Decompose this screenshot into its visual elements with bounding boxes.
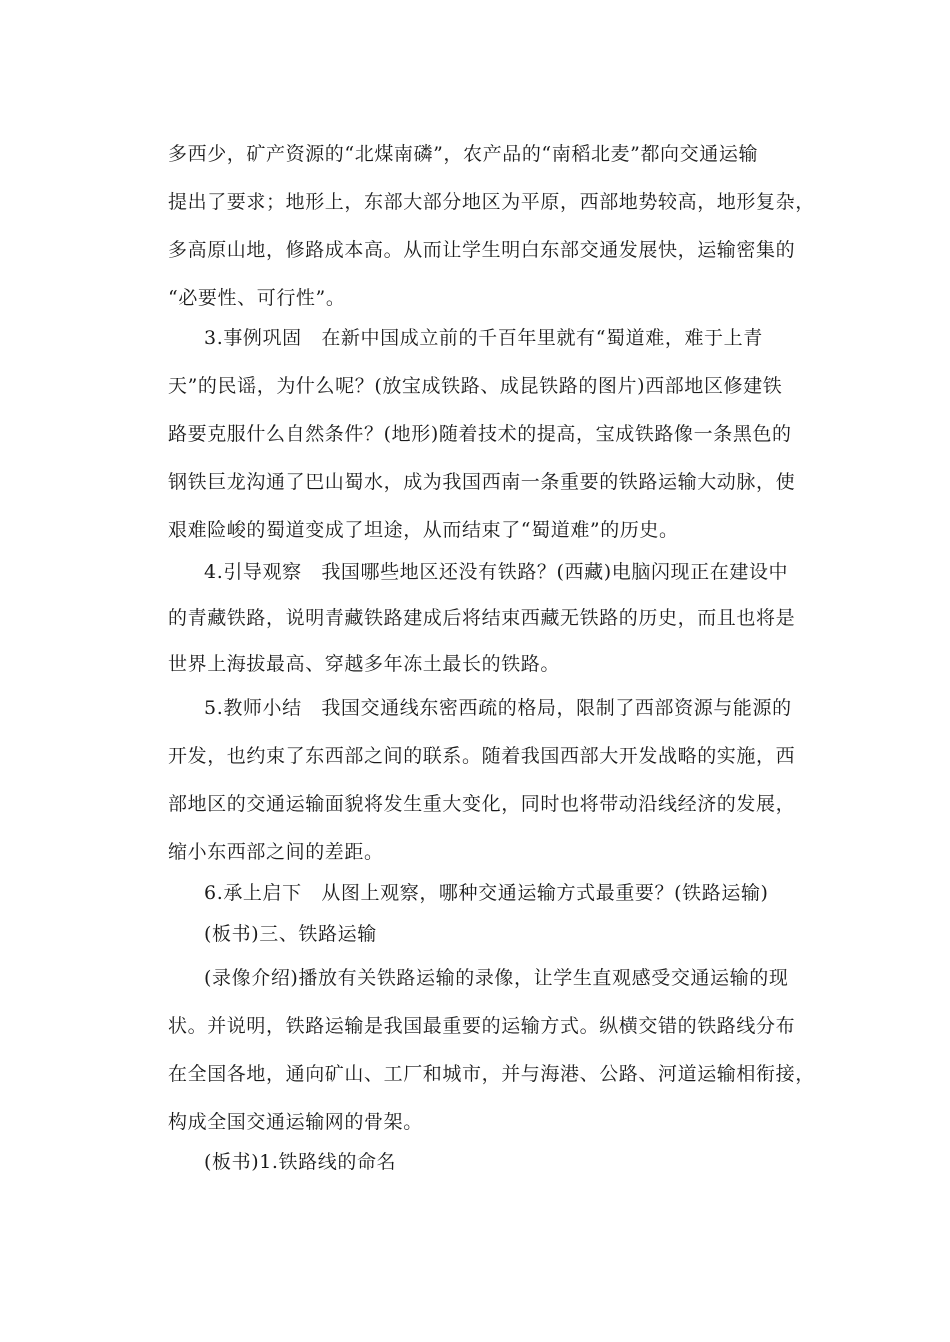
- text-line: 提出了要求；地形上，东部大部分地区为平原，西部地势较高，地形复杂，: [168, 191, 815, 213]
- text-line: 路要克服什么自然条件？(地形)随着技术的提高，宝成铁路像一条黑色的: [168, 423, 792, 445]
- text-line: 开发，也约束了东西部之间的联系。随着我国西部大开发战略的实施，西: [168, 745, 796, 767]
- text-line: 多高原山地，修路成本高。从而让学生明白东部交通发展快，运输密集的: [168, 239, 796, 261]
- paragraph-start-line: 5.教师小结 我国交通线东密西疏的格局，限制了西部资源与能源的: [204, 697, 792, 719]
- text-line: 钢铁巨龙沟通了巴山蜀水，成为我国西南一条重要的铁路运输大动脉，使: [168, 471, 796, 493]
- paragraph-start-line: (录像介绍)播放有关铁路运输的录像，让学生直观感受交通运输的现: [204, 967, 789, 989]
- paragraph-start-line: 6.承上启下 从图上观察，哪种交通运输方式最重要？(铁路运输): [204, 882, 769, 904]
- board-writing-line: (板书)1.铁路线的命名: [204, 1151, 397, 1173]
- text-line: “必要性、可行性”。: [168, 287, 346, 309]
- text-line: 状。并说明，铁路运输是我国最重要的运输方式。纵横交错的铁路线分布: [168, 1015, 796, 1037]
- text-line: 的青藏铁路，说明青藏铁路建成后将结束西藏无铁路的历史，而且也将是: [168, 607, 796, 629]
- text-line: 构成全国交通运输网的骨架。: [168, 1111, 423, 1133]
- text-line: 在全国各地，通向矿山、工厂和城市，并与海港、公路、河道运输相衔接，: [168, 1063, 815, 1085]
- text-line: 缩小东西部之间的差距。: [168, 841, 384, 863]
- text-line: 部地区的交通运输面貌将发生重大变化，同时也将带动沿线经济的发展，: [168, 793, 796, 815]
- paragraph-start-line: 4.引导观察 我国哪些地区还没有铁路？(西藏)电脑闪现正在建设中: [204, 561, 789, 583]
- paragraph-start-line: 3.事例巩固 在新中国成立前的千百年里就有“蜀道难，难于上青: [204, 327, 763, 349]
- board-writing-line: (板书)三、铁路运输: [204, 923, 377, 945]
- text-line: 多西少，矿产资源的“北煤南磷”，农产品的“南稻北麦”都向交通运输: [168, 143, 759, 165]
- text-line: 天”的民谣，为什么呢？(放宝成铁路、成昆铁路的图片)西部地区修建铁: [168, 375, 783, 397]
- text-line: 世界上海拔最高、穿越多年冻土最长的铁路。: [168, 653, 561, 675]
- text-line: 艰难险峻的蜀道变成了坦途，从而结束了“蜀道难”的历史。: [168, 519, 679, 541]
